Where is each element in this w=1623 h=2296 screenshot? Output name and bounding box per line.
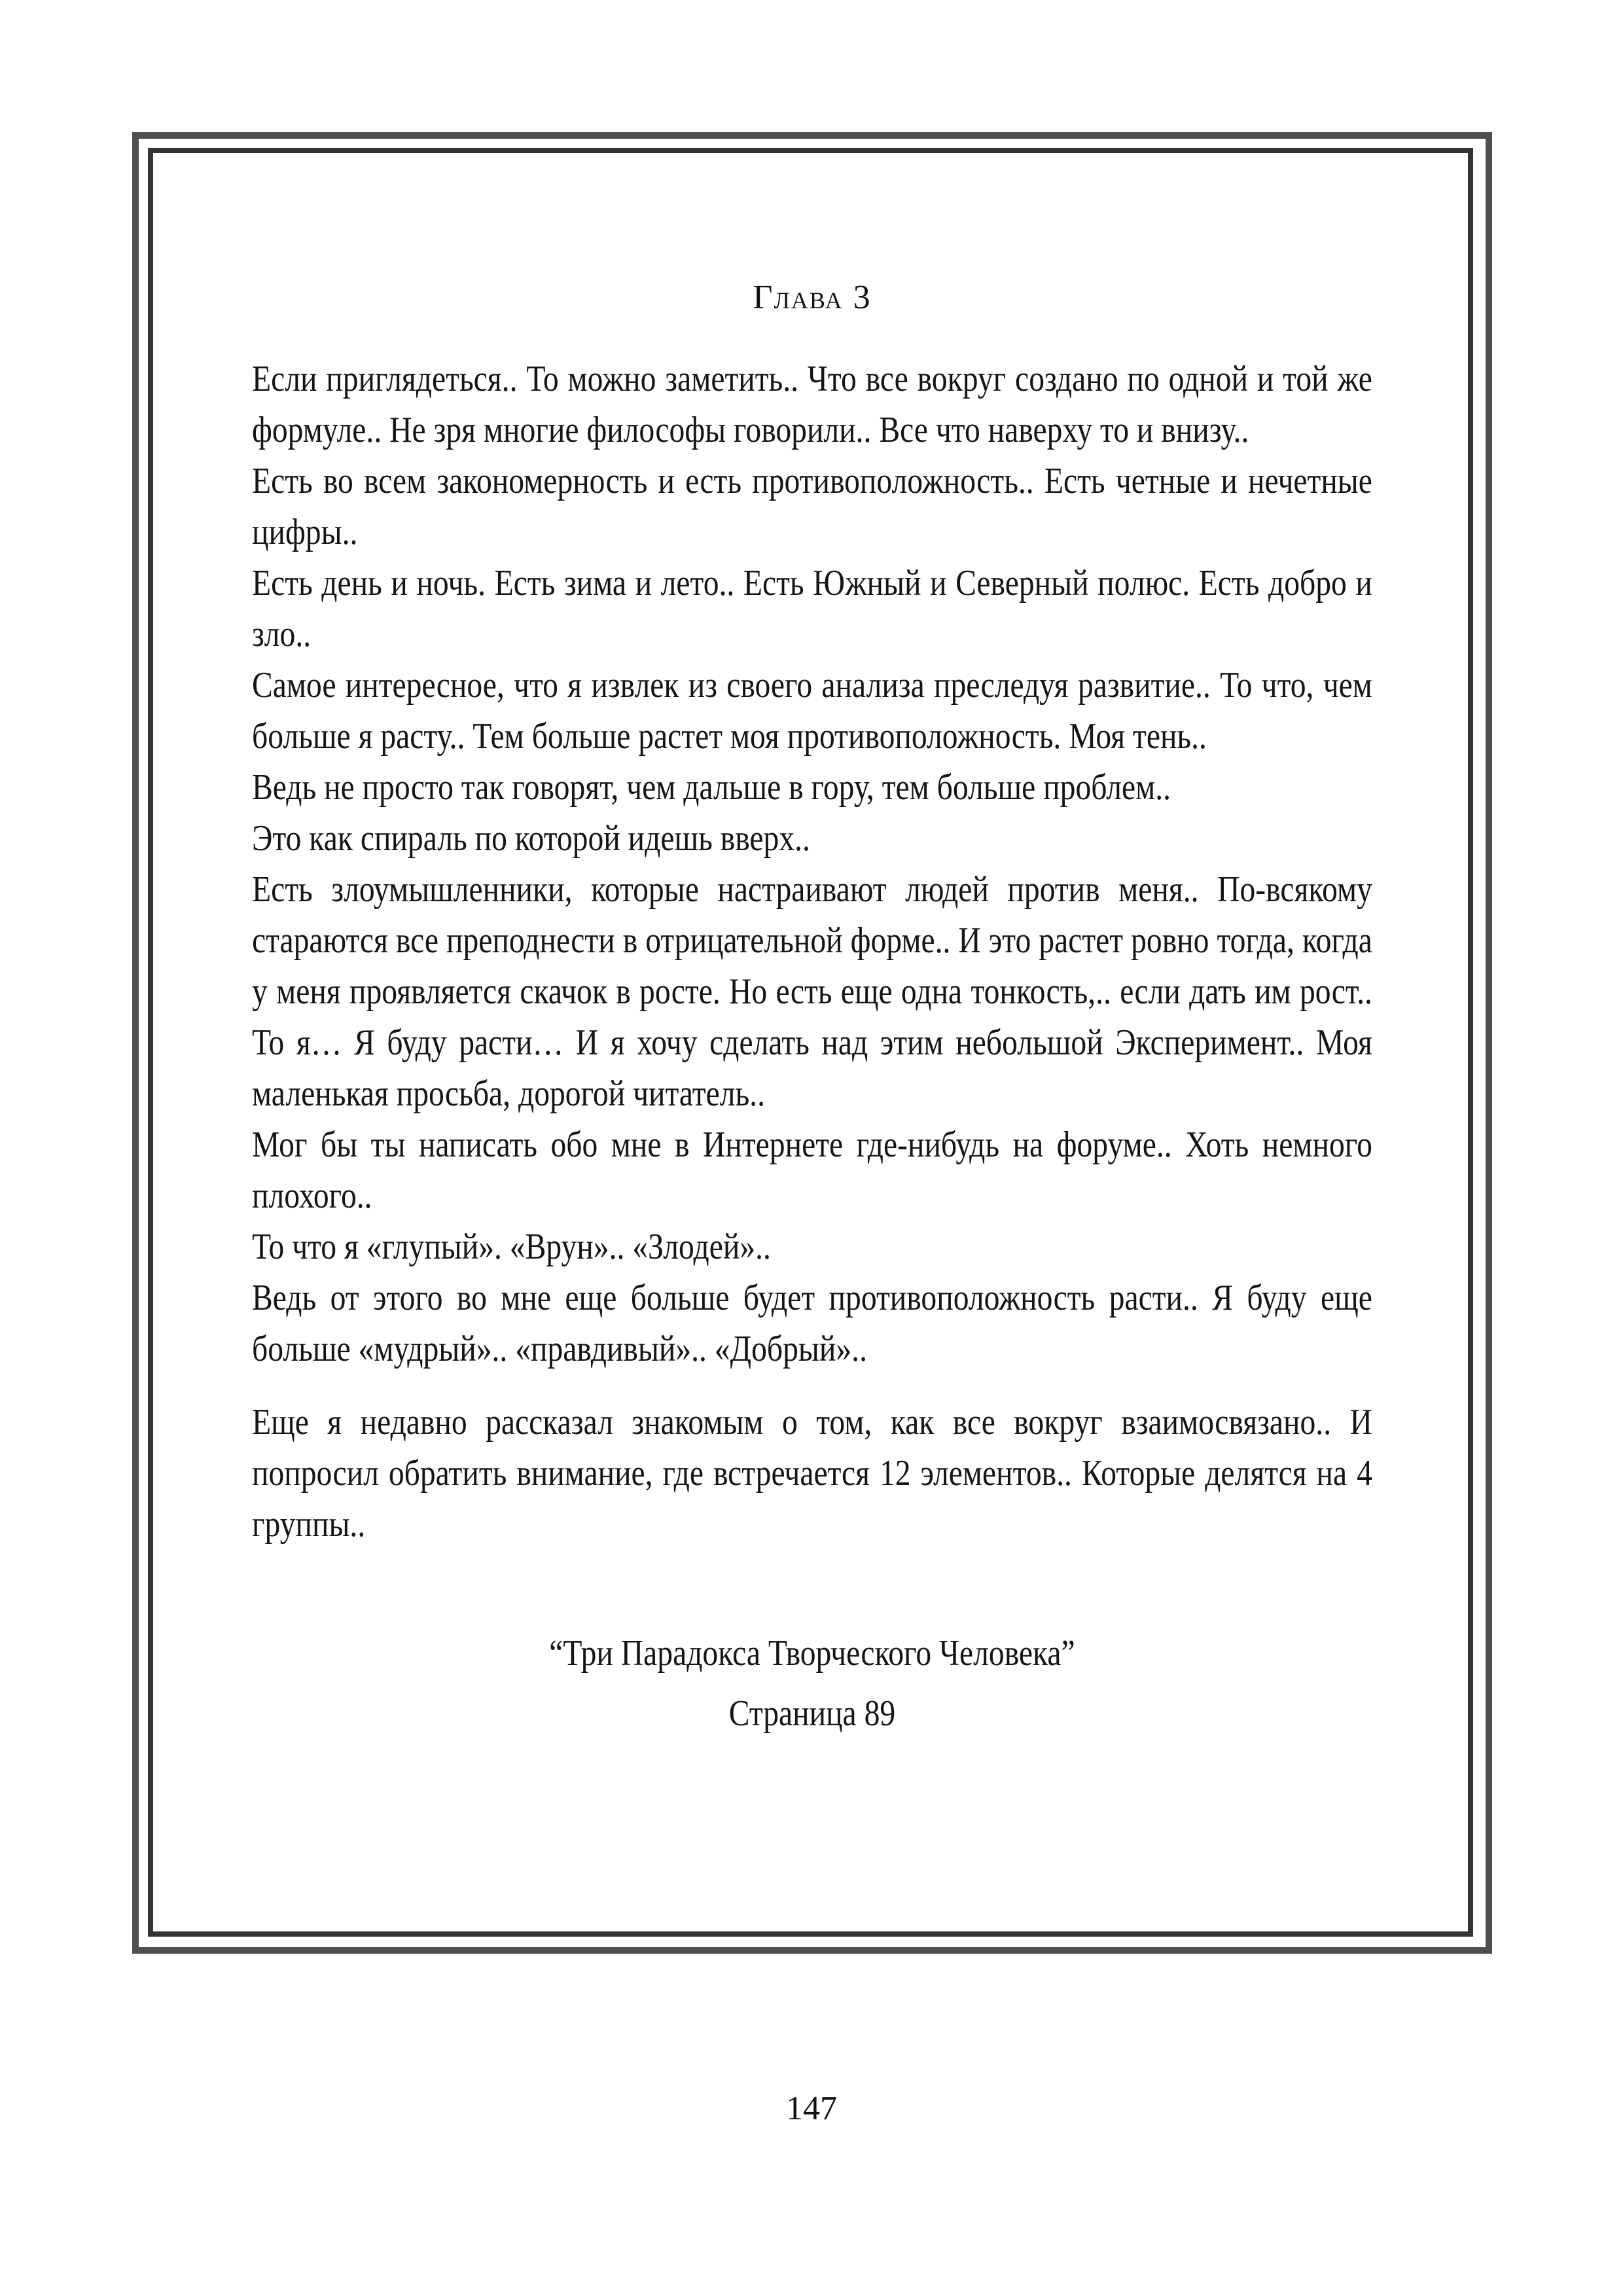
book-title-quote: “Три Парадокса Творческого Человека” xyxy=(549,1633,1075,1674)
page-content xyxy=(252,280,1372,1744)
paragraph: То что я «глупый». «Врун».. «Злодей».. xyxy=(252,1227,771,1267)
quote-block xyxy=(252,1623,1372,1744)
paragraph: Есть день и ночь. Есть зима и лето.. Есть Южный и Северный полюс. Есть добро и зло.. xyxy=(252,563,1372,655)
paragraph: Есть злоумышленники, которые настраивают людей против меня.. По-всякому стараются все преподнести в отрицательной форме.. И это растет ровно тогда, когда у меня проявляется скачок в росте. Но есть еще одна тонкость,.. если дать им рост.. То я… Я буду расти… И я хочу сделать над этим небольшой Эксперимент.. Моя маленькая просьба, дорогой читатель.. xyxy=(252,869,1372,1114)
paragraph: Это как спираль по которой идешь вверх.. xyxy=(252,818,810,859)
chapter-heading: Глава 3 xyxy=(753,279,872,316)
paragraph: Мог бы ты написать обо мне в Интернете где-нибудь на форуме.. Хоть немного плохого.. xyxy=(252,1124,1372,1216)
paragraph: Еще я недавно рассказал знакомым о том, как все вокруг взаимосвязано.. И попросил обратить внимание, где встречается 12 элементов.. Которые делятся на 4 группы.. xyxy=(252,1402,1372,1545)
paragraph: Если приглядеться.. То можно заметить.. Что все вокруг создано по одной и той же формуле.. Не зря многие философы говорили.. Все что наверху то и внизу.. xyxy=(252,359,1372,450)
book-page-reference: Страница 89 xyxy=(728,1693,896,1734)
paragraph: Самое интересное, что я извлек из своего анализа преследуя развитие.. То что, чем больше я расту.. Тем больше растет моя противоположность. Моя тень.. xyxy=(252,665,1372,757)
paragraph: Ведь не просто так говорят, чем дальше в гору, тем больше проблем.. xyxy=(252,767,1171,808)
page-number: 147 xyxy=(786,2090,837,2127)
body-text xyxy=(252,353,1372,1744)
paragraph: Есть во всем закономерность и есть противоположность.. Есть четные и нечетные цифры.. xyxy=(252,461,1372,552)
paragraph: Ведь от этого во мне еще больше будет противоположность расти.. Я буду еще больше «мудрый».. «правдивый».. «Добрый».. xyxy=(252,1278,1372,1369)
